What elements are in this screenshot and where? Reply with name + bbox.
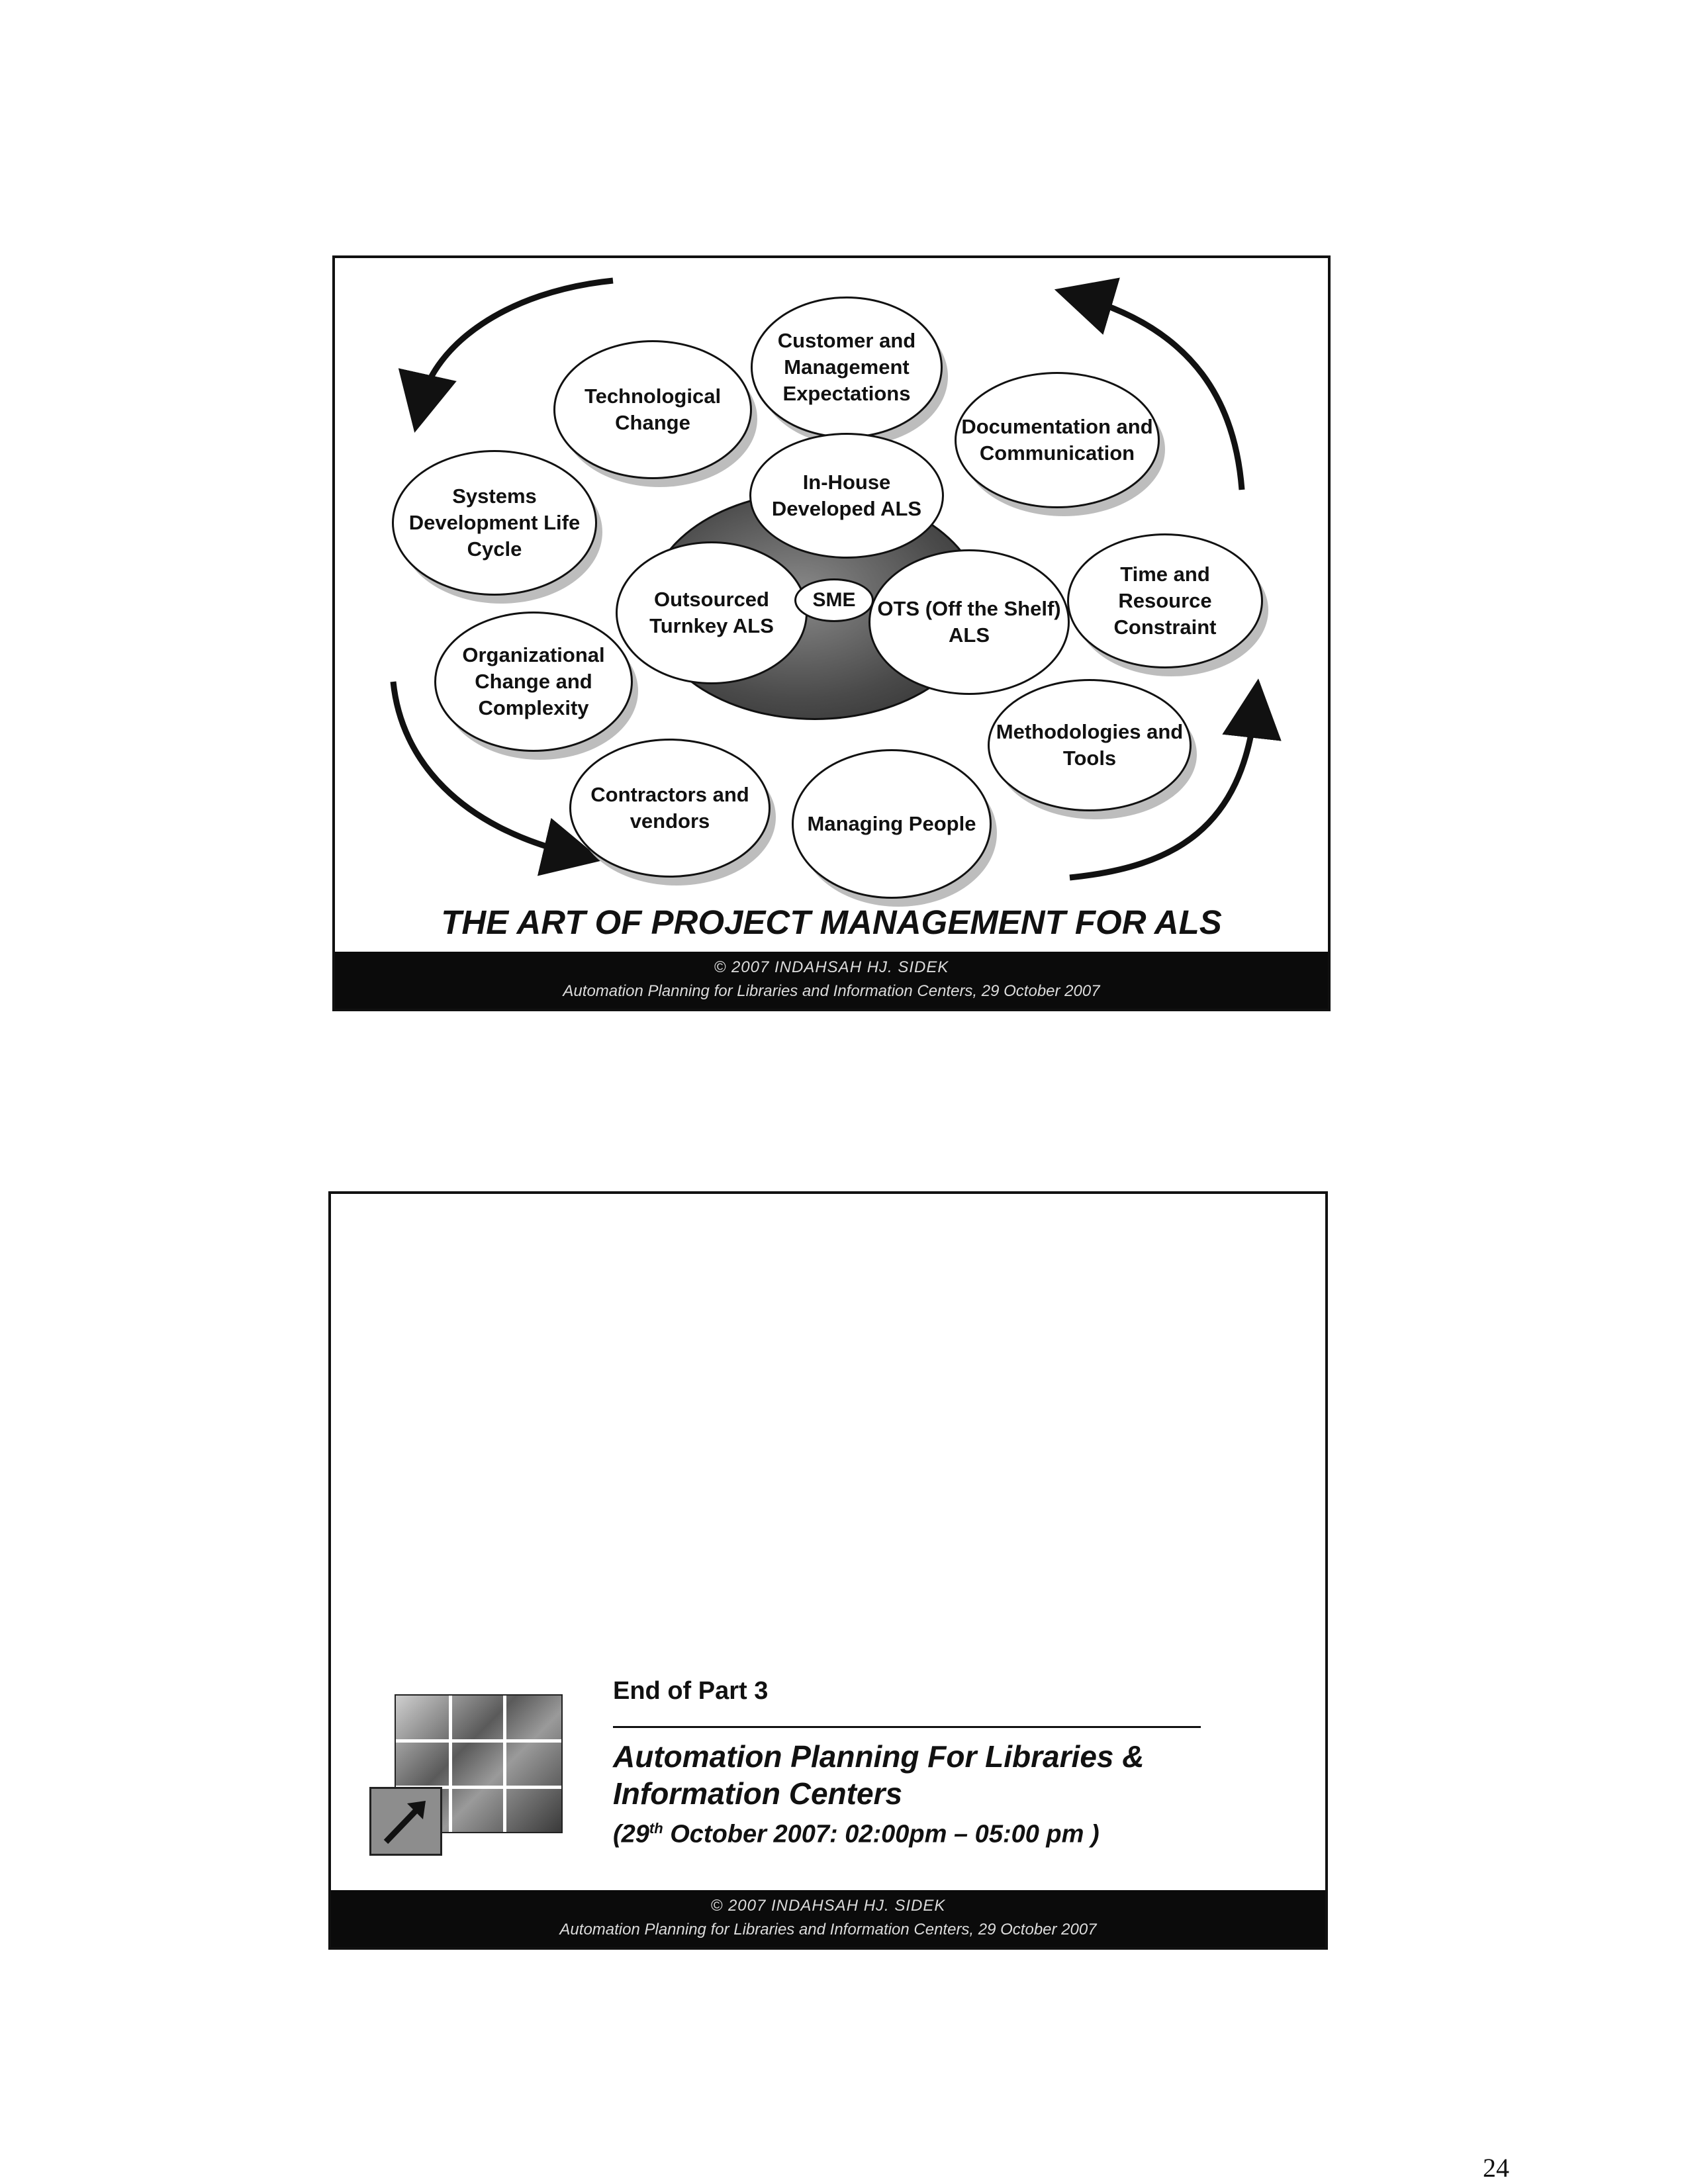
bubble-documentation-communication: Documentation and Communication (955, 372, 1160, 508)
slide-title: THE ART OF PROJECT MANAGEMENT FOR ALS (441, 903, 1222, 941)
end-of-part-heading: End of Part 3 (613, 1677, 769, 1705)
bubble-outsourced-turnkey: Outsourced Turnkey ALS (616, 541, 808, 684)
slide-end-of-part (328, 1191, 1328, 1950)
footer-copyright: © 2007 INDAHSAH HJ. SIDEK (714, 958, 949, 976)
course-title-line2: Information Centers (613, 1776, 903, 1811)
session-date-ordinal: th (649, 1820, 663, 1837)
footer-subtitle: Automation Planning for Libraries and Information Centers, 29 October 2007 (563, 982, 1100, 1000)
bubble-time-resource: Time and Resource Constraint (1067, 533, 1263, 668)
bubble-technological-change: Technological Change (553, 340, 752, 479)
slide-project-management (332, 255, 1331, 1011)
bubble-customer-expectations: Customer and Management Expectations (751, 296, 943, 438)
session-date (613, 1820, 1100, 1849)
bubble-contractors-vendors: Contractors and vendors (569, 739, 771, 878)
session-date-rest: October 2007: 02:00pm – 05:00 pm ) (663, 1820, 1100, 1848)
slide-footer (331, 1890, 1325, 1947)
slide-footer (335, 952, 1328, 1009)
bubble-inhouse-als: In-House Developed ALS (749, 433, 944, 559)
page-number: 24 (1483, 2153, 1509, 2183)
divider-rule (613, 1726, 1201, 1728)
bubble-organizational-change: Organizational Change and Complexity (434, 612, 633, 752)
session-date-prefix: (29 (613, 1820, 649, 1848)
bubble-managing-people: Managing People (792, 749, 992, 899)
footer-copyright: © 2007 INDAHSAH HJ. SIDEK (710, 1897, 946, 1915)
arrow-icon (369, 1787, 442, 1856)
sme-label: SME (794, 578, 874, 622)
course-title (613, 1738, 1196, 1812)
bubble-systems-development: Systems Development Life Cycle (392, 450, 597, 596)
bubble-methodologies-tools: Methodologies and Tools (988, 679, 1192, 811)
footer-subtitle: Automation Planning for Libraries and Information Centers, 29 October 2007 (559, 1921, 1097, 1938)
bubble-ots-als: OTS (Off the Shelf) ALS (868, 549, 1070, 695)
course-title-line1: Automation Planning For Libraries & (613, 1739, 1145, 1774)
